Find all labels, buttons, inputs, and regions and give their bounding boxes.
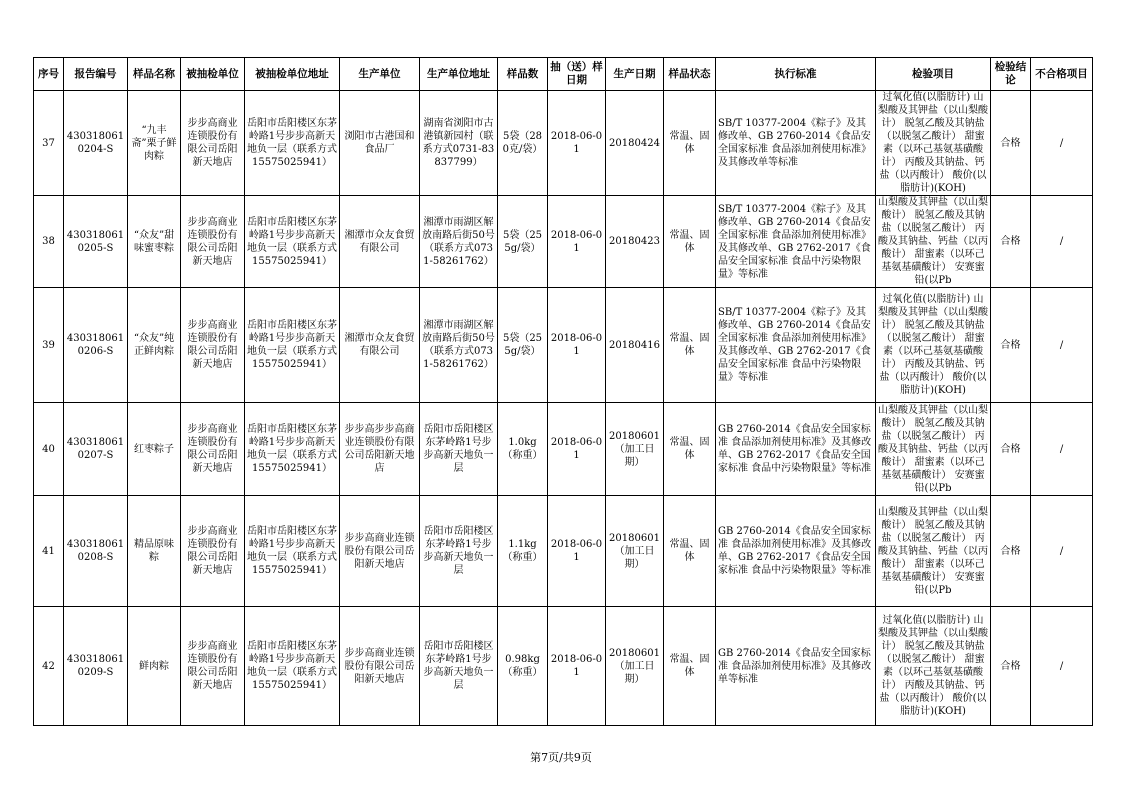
cell-prod-date: 20180424 <box>606 91 664 196</box>
cell-fail: / <box>1031 91 1093 196</box>
cell-unit: 步步高商业连锁股份有限公司岳阳新天地店 <box>181 496 245 607</box>
cell-producer: 浏阳市古港国和食品厂 <box>340 91 420 196</box>
cell-sample: 精品原味粽 <box>128 496 181 607</box>
cell-standard: SB/T 10377-2004《粽子》及其修改单、GB 2760-2014《食品安全国家标准 食品添加剂使用标准》及其修改单等标准 <box>716 91 876 196</box>
cell-prod-date: 20180416 <box>606 288 664 403</box>
cell-prod-date: 20180601（加工日期） <box>606 403 664 496</box>
header-row <box>34 58 1093 91</box>
header-unit: 被抽检单位 <box>181 58 245 91</box>
cell-fail: / <box>1031 496 1093 607</box>
cell-unit: 步步高商业连锁股份有限公司岳阳新天地店 <box>181 196 245 288</box>
cell-producer-addr: 湘潭市雨湖区解放南路后街50号（联系方式0731-58261762） <box>420 288 498 403</box>
document-page <box>33 57 1092 726</box>
table-row <box>34 403 1093 496</box>
cell-producer-addr: 岳阳市岳阳楼区东茅岭路1号步步高新天地负一层 <box>420 496 498 607</box>
cell-standard: GB 2760-2014《食品安全国家标准 食品添加剂使用标准》及其修改单、GB 2762-2017《食品安全国家标准 食品中污染物限量》等标准 <box>716 496 876 607</box>
cell-items: 山梨酸及其钾盐（以山梨酸计） 脱氢乙酸及其钠盐（以脱氢乙酸计） 丙酸及其钠盐、钙盐（以丙酸计） 甜蜜素（以环己基氨基磺酸计） 安赛蜜 铅(以Pb <box>876 196 991 288</box>
cell-items: 过氧化值(以脂肪计) 山梨酸及其钾盐（以山梨酸计） 脱氢乙酸及其钠盐（以脱氢乙酸计） 甜蜜素（以环己基氨基磺酸计） 丙酸及其钠盐、钙盐（以丙酸计） 酸价(以脂肪计)(KOH) <box>876 288 991 403</box>
cell-result: 合格 <box>991 496 1031 607</box>
table-row <box>34 196 1093 288</box>
cell-unit-addr: 岳阳市岳阳楼区东茅岭路1号步步高新天地负一层（联系方式15575025941） <box>245 196 340 288</box>
cell-producer-addr: 岳阳市岳阳楼区东茅岭路1号步步高新天地负一层 <box>420 403 498 496</box>
cell-standard: GB 2760-2014《食品安全国家标准 食品添加剂使用标准》及其修改单、GB 2762-2017《食品安全国家标准 食品中污染物限量》等标准 <box>716 403 876 496</box>
cell-no: 41 <box>34 496 64 607</box>
cell-sample-date: 2018-06-01 <box>548 91 606 196</box>
table-row <box>34 91 1093 196</box>
cell-qty: 5袋（280克/袋） <box>498 91 548 196</box>
cell-no: 40 <box>34 403 64 496</box>
cell-state: 常温、固体 <box>664 91 716 196</box>
cell-unit: 步步高商业连锁股份有限公司岳阳新天地店 <box>181 91 245 196</box>
cell-state: 常温、固体 <box>664 403 716 496</box>
cell-items: 山梨酸及其钾盐（以山梨酸计） 脱氢乙酸及其钠盐（以脱氢乙酸计） 丙酸及其钠盐、钙盐（以丙酸计） 甜蜜素（以环己基氨基磺酸计） 安赛蜜 铅(以Pb <box>876 496 991 607</box>
cell-state: 常温、固体 <box>664 607 716 726</box>
cell-sample-date: 2018-06-01 <box>548 288 606 403</box>
header-standard: 执行标准 <box>716 58 876 91</box>
cell-producer-addr: 岳阳市岳阳楼区东茅岭路1号步步高新天地负一层 <box>420 607 498 726</box>
header-items: 检验项目 <box>876 58 991 91</box>
cell-sample-date: 2018-06-01 <box>548 496 606 607</box>
cell-qty: 5袋（255g/袋） <box>498 288 548 403</box>
cell-prod-date: 20180423 <box>606 196 664 288</box>
header-sample: 样品名称 <box>128 58 181 91</box>
cell-report: 4303180610208-S <box>64 496 128 607</box>
cell-producer: 湘潭市众友食贸有限公司 <box>340 288 420 403</box>
inspection-table <box>33 57 1093 726</box>
cell-state: 常温、固体 <box>664 196 716 288</box>
cell-unit: 步步高商业连锁股份有限公司岳阳新天地店 <box>181 607 245 726</box>
cell-fail: / <box>1031 403 1093 496</box>
header-producer-addr: 生产单位地址 <box>420 58 498 91</box>
cell-no: 42 <box>34 607 64 726</box>
cell-producer: 步步高商业连锁股份有限公司岳阳新天地店 <box>340 496 420 607</box>
cell-unit-addr: 岳阳市岳阳楼区东茅岭路1号步步高新天地负一层（联系方式15575025941） <box>245 403 340 496</box>
cell-unit-addr: 岳阳市岳阳楼区东茅岭路1号步步高新天地负一层（联系方式15575025941） <box>245 91 340 196</box>
cell-fail: / <box>1031 288 1093 403</box>
cell-report: 4303180610204-S <box>64 91 128 196</box>
cell-no: 37 <box>34 91 64 196</box>
cell-report: 4303180610206-S <box>64 288 128 403</box>
header-producer: 生产单位 <box>340 58 420 91</box>
cell-qty: 1.1kg（称重） <box>498 496 548 607</box>
header-qty: 样品数 <box>498 58 548 91</box>
cell-sample-date: 2018-06-01 <box>548 403 606 496</box>
table-row <box>34 288 1093 403</box>
table-row <box>34 607 1093 726</box>
cell-result: 合格 <box>991 91 1031 196</box>
header-no: 序号 <box>34 58 64 91</box>
cell-producer: 步步高步步高商业连锁股份有限公司岳阳新天地店 <box>340 403 420 496</box>
header-report: 报告编号 <box>64 58 128 91</box>
cell-sample: “九丰斋”栗子鲜肉粽 <box>128 91 181 196</box>
cell-items: 过氧化值(以脂肪计) 山梨酸及其钾盐（以山梨酸计） 脱氢乙酸及其钠盐（以脱氢乙酸计） 甜蜜素（以环己基氨基磺酸计） 丙酸及其钠盐、钙盐（以丙酸计） 酸价(以脂肪计)(KOH) <box>876 91 991 196</box>
cell-producer-addr: 湘潭市雨湖区解放南路后街50号（联系方式0731-58261762） <box>420 196 498 288</box>
cell-report: 4303180610205-S <box>64 196 128 288</box>
cell-sample: 鲜肉粽 <box>128 607 181 726</box>
cell-state: 常温、固体 <box>664 496 716 607</box>
cell-no: 39 <box>34 288 64 403</box>
cell-producer: 湘潭市众友食贸有限公司 <box>340 196 420 288</box>
cell-producer: 步步高商业连锁股份有限公司岳阳新天地店 <box>340 607 420 726</box>
cell-fail: / <box>1031 607 1093 726</box>
header-fail: 不合格项目 <box>1031 58 1093 91</box>
cell-result: 合格 <box>991 403 1031 496</box>
cell-result: 合格 <box>991 288 1031 403</box>
cell-state: 常温、固体 <box>664 288 716 403</box>
header-sample-date: 抽（送）样日期 <box>548 58 606 91</box>
cell-sample: “众友”纯正鲜肉粽 <box>128 288 181 403</box>
page-footer: 第7页/共9页 <box>530 751 592 764</box>
cell-report: 4303180610207-S <box>64 403 128 496</box>
cell-unit: 步步高商业连锁股份有限公司岳阳新天地店 <box>181 288 245 403</box>
cell-result: 合格 <box>991 607 1031 726</box>
cell-fail: / <box>1031 196 1093 288</box>
cell-standard: SB/T 10377-2004《粽子》及其修改单、GB 2760-2014《食品安全国家标准 食品添加剂使用标准》及其修改单、GB 2762-2017《食品安全国家标准 食品中污染物限量》等标准 <box>716 288 876 403</box>
cell-standard: GB 2760-2014《食品安全国家标准 食品添加剂使用标准》及其修改单等标准 <box>716 607 876 726</box>
cell-report: 4303180610209-S <box>64 607 128 726</box>
cell-sample: “众友”甜味蜜枣粽 <box>128 196 181 288</box>
table-row <box>34 496 1093 607</box>
cell-unit-addr: 岳阳市岳阳楼区东茅岭路1号步步高新天地负一层（联系方式15575025941） <box>245 607 340 726</box>
header-result: 检验结论 <box>991 58 1031 91</box>
cell-items: 过氧化值(以脂肪计) 山梨酸及其钾盐（以山梨酸计） 脱氢乙酸及其钠盐（以脱氢乙酸计） 甜蜜素（以环己基氨基磺酸计） 丙酸及其钠盐、钙盐（以丙酸计） 酸价(以脂肪计)(KOH) <box>876 607 991 726</box>
cell-sample: 红枣粽子 <box>128 403 181 496</box>
cell-standard: SB/T 10377-2004《粽子》及其修改单、GB 2760-2014《食品安全国家标准 食品添加剂使用标准》及其修改单、GB 2762-2017《食品安全国家标准 食品中污染物限量》等标准 <box>716 196 876 288</box>
cell-qty: 0.98kg（称重） <box>498 607 548 726</box>
cell-no: 38 <box>34 196 64 288</box>
cell-prod-date: 20180601（加工日期） <box>606 496 664 607</box>
header-prod-date: 生产日期 <box>606 58 664 91</box>
cell-sample-date: 2018-06-01 <box>548 607 606 726</box>
cell-items: 山梨酸及其钾盐（以山梨酸计） 脱氢乙酸及其钠盐（以脱氢乙酸计） 丙酸及其钠盐、钙盐（以丙酸计） 甜蜜素（以环己基氨基磺酸计） 安赛蜜 铅(以Pb <box>876 403 991 496</box>
header-unit-addr: 被抽检单位地址 <box>245 58 340 91</box>
cell-unit-addr: 岳阳市岳阳楼区东茅岭路1号步步高新天地负一层（联系方式15575025941） <box>245 496 340 607</box>
cell-producer-addr: 湖南省浏阳市古港镇新园村（联系方式0731-83837799） <box>420 91 498 196</box>
cell-prod-date: 20180601（加工日期） <box>606 607 664 726</box>
cell-unit: 步步高商业连锁股份有限公司岳阳新天地店 <box>181 403 245 496</box>
cell-sample-date: 2018-06-01 <box>548 196 606 288</box>
cell-qty: 5袋（255g/袋） <box>498 196 548 288</box>
header-state: 样品状态 <box>664 58 716 91</box>
cell-result: 合格 <box>991 196 1031 288</box>
cell-unit-addr: 岳阳市岳阳楼区东茅岭路1号步步高新天地负一层（联系方式15575025941） <box>245 288 340 403</box>
cell-qty: 1.0kg（称重） <box>498 403 548 496</box>
